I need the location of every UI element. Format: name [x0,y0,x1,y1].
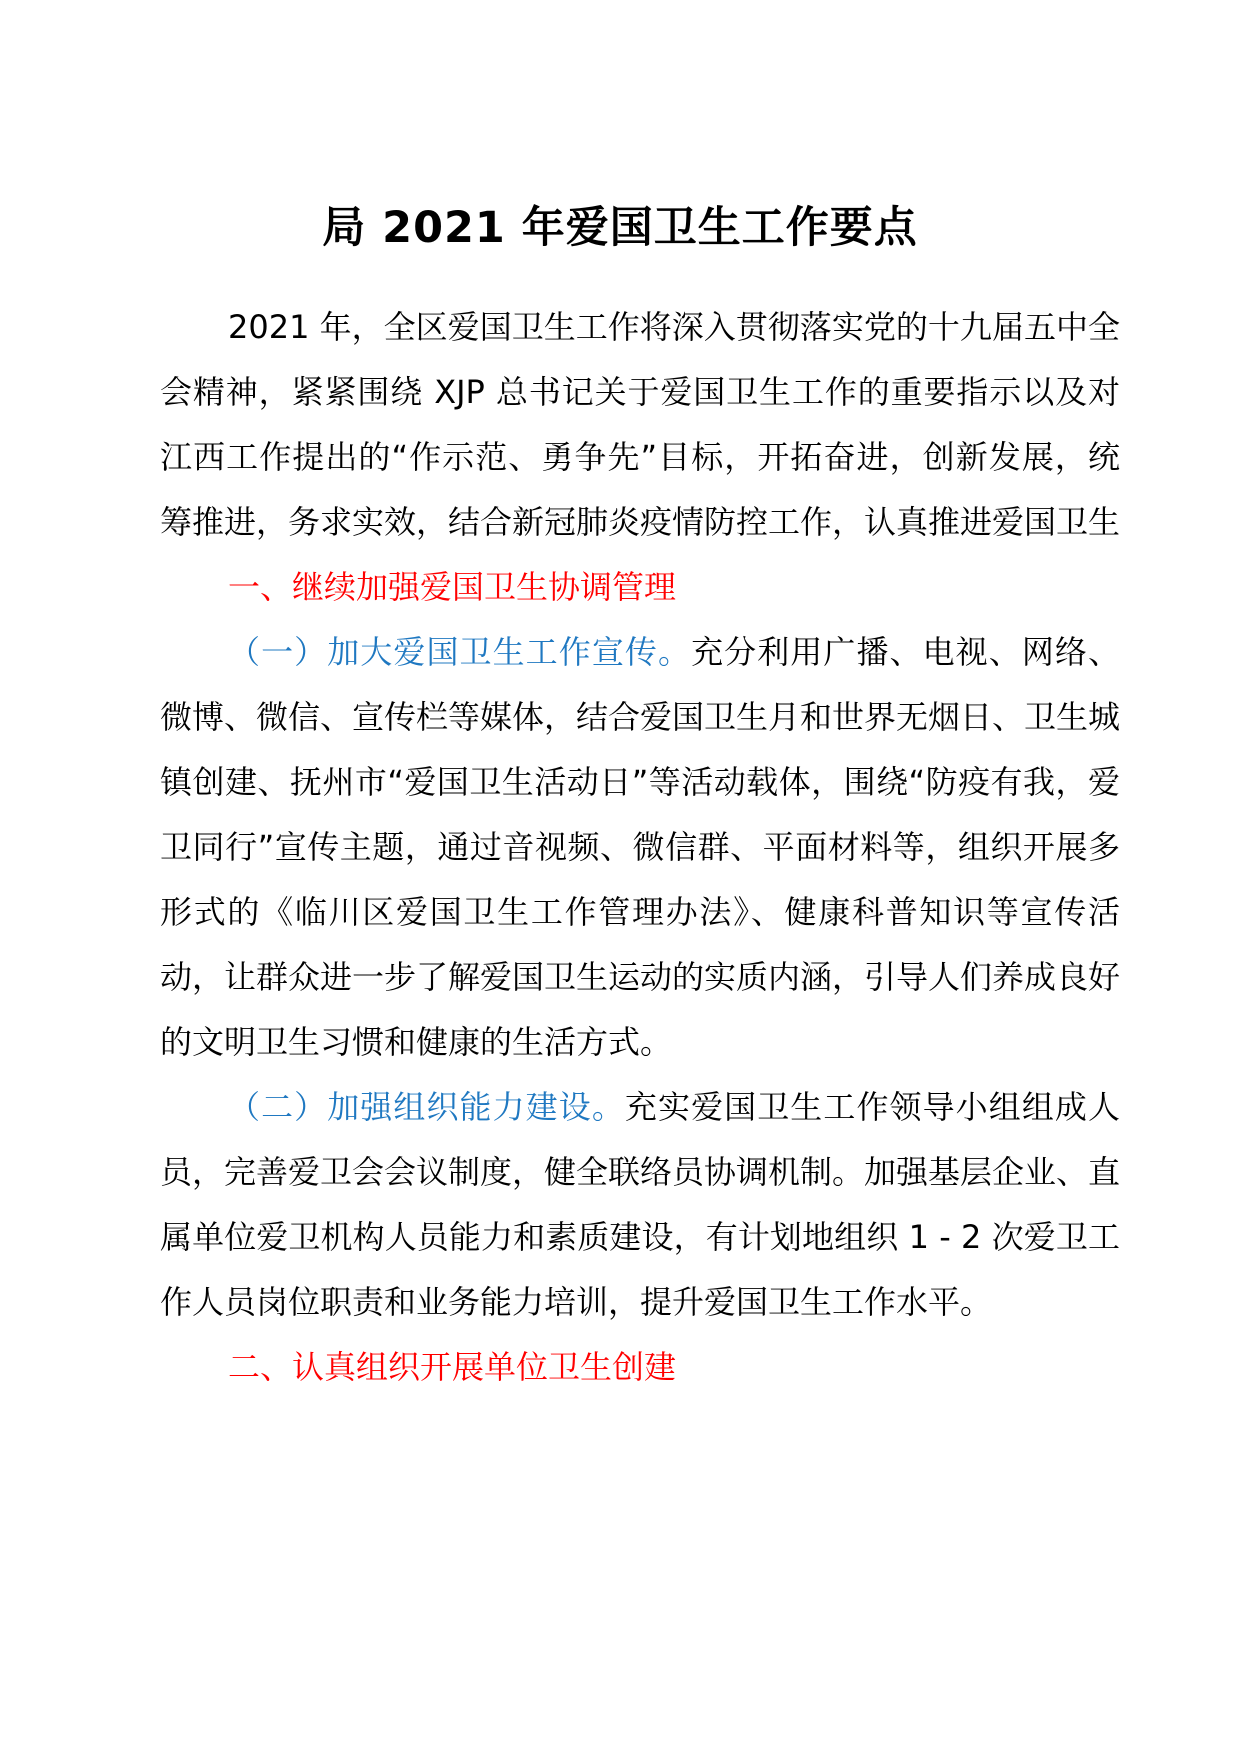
section-2-heading: 二、认真组织开展单位卫生创建 [228,1348,677,1386]
item-1-title: （一）加大爱国卫生工作宣传。 [228,633,692,671]
document-body [160,295,1120,1400]
section-1-item-1 [160,620,1120,1075]
section-1-item-2 [160,1075,1120,1335]
item-2-text: 充实爱国卫生工作领导小组组成人员，完善爱卫会会议制度，健全联络员协调机制。加强基层企业、直属单位爱卫机构人员能力和素质建设，有计划地组织 1 - 2 次爱卫工作人员岗位职责和业务能力培训，提升爱国卫生工作水平。 [160,1088,1121,1321]
intro-paragraph: 2021 年，全区爱国卫生工作将深入贯彻落实党的十九届五中全会精神，紧紧围绕 XJP 总书记关于爱国卫生工作的重要指示以及对江西工作提出的“作示范、勇争先”目标，开拓奋进，创新发展，统筹推进，务求实效，结合新冠肺炎疫情防控工作，认真推进爱国卫生 [160,308,1121,541]
item-2-title: （二）加强组织能力建设。 [228,1088,625,1126]
item-1-text: 充分利用广播、电视、网络、微博、微信、宣传栏等媒体，结合爱国卫生月和世界无烟日、卫生城镇创建、抚州市“爱国卫生活动日”等活动载体，围绕“防疫有我，爱卫同行”宣传主题，通过音视频、微信群、平面材料等，组织开展多形式的《临川区爱国卫生工作管理办法》、健康科普知识等宣传活动，让群众进一步了解爱国卫生运动的实质内涵，引导人们养成良好的文明卫生习惯和健康的生活方式。 [160,633,1121,1061]
document-title: 局 2021 年爱国卫生工作要点 [322,203,918,253]
section-1-heading: 一、继续加强爱国卫生协调管理 [228,568,677,606]
